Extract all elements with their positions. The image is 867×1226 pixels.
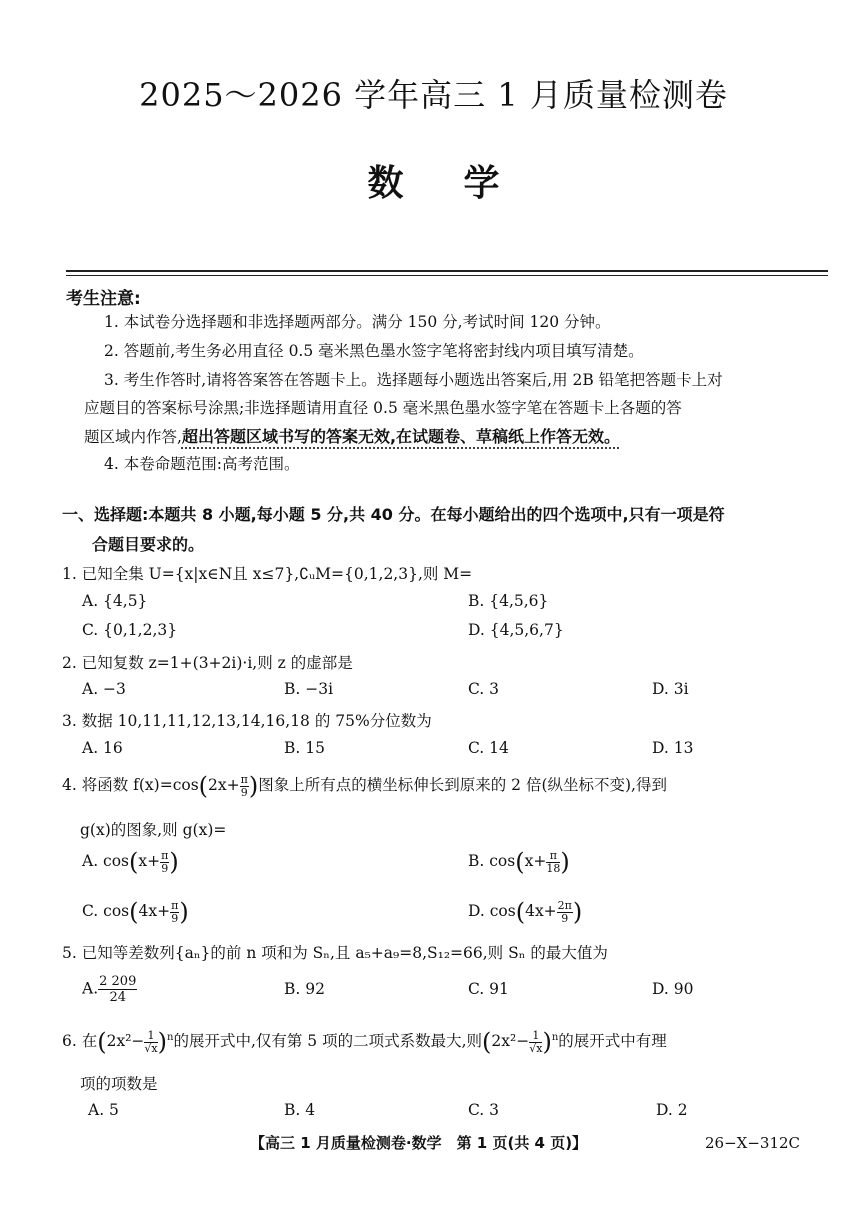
notice-item: 应题目的答案标号涂黑;非选择题请用直径 0.5 毫米黑色墨水签字笔在答题卡上各题的答	[84, 399, 682, 417]
numerator: π	[161, 848, 169, 862]
notice-item: 2. 答题前,考生务必用直径 0.5 毫米黑色墨水签字笔将密封线内项目填写清楚。	[104, 342, 644, 360]
paren-open: (	[482, 1028, 492, 1056]
question-1-stem: 1. 已知全集 U={x|x∈N且 x≤7},∁ᵤM={0,1,2,3},则 M=	[62, 565, 473, 583]
notice-emphasis: 超出答题区域书写的答案无效,在试题卷、草稿纸上作答无效。	[181, 427, 621, 446]
question-6-stem	[62, 1028, 667, 1056]
q5-option-c: C. 91	[468, 980, 509, 998]
q1-option-c: C. {0,1,2,3}	[82, 621, 178, 639]
q4-option-c	[82, 898, 189, 926]
option-arg: 4x+	[525, 902, 557, 920]
q3-option-b: B. 15	[284, 739, 325, 757]
denominator: 24	[109, 990, 126, 1005]
option-arg: 4x+	[138, 902, 171, 920]
q6-option-d: D. 2	[656, 1101, 688, 1119]
paren-open: (	[515, 848, 525, 876]
numerator: 2 209	[99, 974, 137, 989]
paren-open: (	[129, 848, 139, 876]
exponent: n	[551, 1031, 559, 1043]
q4-option-b	[468, 848, 570, 876]
exam-title: 2025～2026 学年高三 1 月质量检测卷	[139, 76, 728, 114]
question-5-stem: 5. 已知等差数列{aₙ}的前 n 项和为 Sₙ,且 a₅+a₉=8,S₁₂=66,则 Sₙ 的最大值为	[62, 944, 608, 962]
option-label: C. cos	[82, 902, 130, 920]
section-heading: 一、选择题:本题共 8 小题,每小题 5 分,共 40 分。在每小题给出的四个选项中,只有一项是符	[62, 505, 725, 524]
paren-open: (	[97, 1028, 107, 1056]
q6-stem-text: 的展开式中,仅有第 5 项的二项式系数最大,则	[173, 1032, 483, 1050]
question-3-stem: 3. 数据 10,11,11,12,13,14,16,18 的 75%分位数为	[62, 712, 432, 730]
numerator: 2π	[557, 898, 572, 912]
q6-option-c: C. 3	[468, 1101, 500, 1119]
notice-heading: 考生注意:	[66, 289, 141, 309]
q2-option-a: A. −3	[82, 680, 126, 698]
notice-item	[84, 422, 620, 452]
q2-option-c: C. 3	[468, 680, 500, 698]
fraction	[170, 900, 179, 925]
exponent: n	[167, 1031, 174, 1043]
notice-text: 题区域内作答,	[84, 428, 182, 446]
q6-stem-text: 6. 在	[62, 1032, 98, 1050]
paren-close: )	[169, 848, 179, 876]
paper-code: 26−X−312C	[705, 1134, 801, 1152]
fraction	[546, 850, 560, 875]
fraction	[144, 1030, 157, 1055]
q4-arg: 2x+	[208, 776, 240, 794]
paren-close: )	[157, 1028, 167, 1056]
q3-option-d: D. 13	[652, 739, 694, 757]
q5-option-b: B. 92	[284, 980, 325, 998]
q1-option-a: A. {4,5}	[82, 592, 148, 610]
q1-option-d: D. {4,5,6,7}	[468, 621, 564, 639]
fraction	[240, 774, 249, 799]
q4-stem-text: 4. 将函数 f(x)=cos	[62, 776, 199, 794]
subject-title: 数学	[367, 162, 560, 204]
denominator: 18	[546, 861, 561, 875]
option-arg: x+	[138, 852, 161, 870]
page-footer: 【高三 1 月质量检测卷·数学 第 1 页(共 4 页)】	[250, 1134, 588, 1152]
paren-open: (	[198, 772, 209, 800]
paren-open: (	[515, 898, 526, 926]
paren-close: )	[560, 848, 570, 876]
q2-option-b: B. −3i	[284, 680, 334, 698]
numerator: 1	[144, 1030, 157, 1043]
q1-option-b: B. {4,5,6}	[468, 592, 549, 610]
question-4-stem	[62, 772, 667, 800]
q3-option-c: C. 14	[468, 739, 509, 757]
q4-stem-text: 图象上所有点的横坐标伸长到原来的 2 倍(纵坐标不变),得到	[258, 776, 667, 794]
section-heading: 合题目要求的。	[92, 535, 205, 554]
option-label: D. cos	[468, 902, 516, 920]
paren-close: )	[542, 1028, 552, 1056]
denominator: √x	[529, 1041, 543, 1055]
numerator: π	[240, 772, 248, 786]
fraction	[529, 1030, 542, 1055]
q2-option-d: D. 3i	[652, 680, 689, 698]
notice-item: 4. 本卷命题范围:高考范围。	[104, 455, 300, 473]
q3-option-a: A. 16	[82, 739, 123, 757]
divider	[66, 270, 828, 272]
option-arg: x+	[524, 852, 547, 870]
numerator: 1	[529, 1030, 542, 1043]
q5-option-a	[82, 974, 137, 1005]
paren-open: (	[129, 898, 139, 926]
notice-item: 1. 本试卷分选择题和非选择题两部分。满分 150 分,考试时间 120 分钟。	[104, 313, 611, 331]
paren-close: )	[179, 898, 189, 926]
divider	[66, 275, 828, 276]
numerator: π	[546, 850, 560, 863]
fraction	[160, 850, 169, 875]
q6-option-a: A. 5	[88, 1101, 119, 1119]
denominator: 9	[171, 911, 179, 925]
denominator: √x	[144, 1041, 158, 1055]
numerator: π	[171, 898, 179, 912]
option-label: A. cos	[82, 852, 130, 870]
option-label: A.	[82, 979, 99, 998]
fraction	[98, 974, 137, 1005]
paren-close: )	[572, 898, 583, 926]
paren-close: )	[248, 772, 259, 800]
q6-expr: 2x²−	[491, 1032, 530, 1050]
q5-option-d: D. 90	[652, 980, 694, 998]
option-label: B. cos	[468, 852, 516, 870]
notice-item: 3. 考生作答时,请将答案答在答题卡上。选择题每小题选出答案后,用 2B 铅笔把答题卡上对	[104, 371, 723, 389]
q4-option-a	[82, 848, 179, 876]
q6-stem-text: 的展开式中有理	[558, 1032, 667, 1050]
denominator: 9	[161, 861, 169, 875]
question-6-stem-line2: 项的项数是	[80, 1075, 158, 1093]
denominator: 9	[561, 911, 569, 925]
fraction	[557, 900, 573, 925]
question-4-stem-line2: g(x)的图象,则 g(x)=	[80, 821, 227, 839]
question-2-stem: 2. 已知复数 z=1+(3+2i)·i,则 z 的虚部是	[62, 654, 353, 672]
q4-option-d	[468, 898, 582, 926]
denominator: 9	[240, 785, 248, 799]
q6-option-b: B. 4	[284, 1101, 316, 1119]
q6-expr: 2x²−	[106, 1032, 145, 1050]
